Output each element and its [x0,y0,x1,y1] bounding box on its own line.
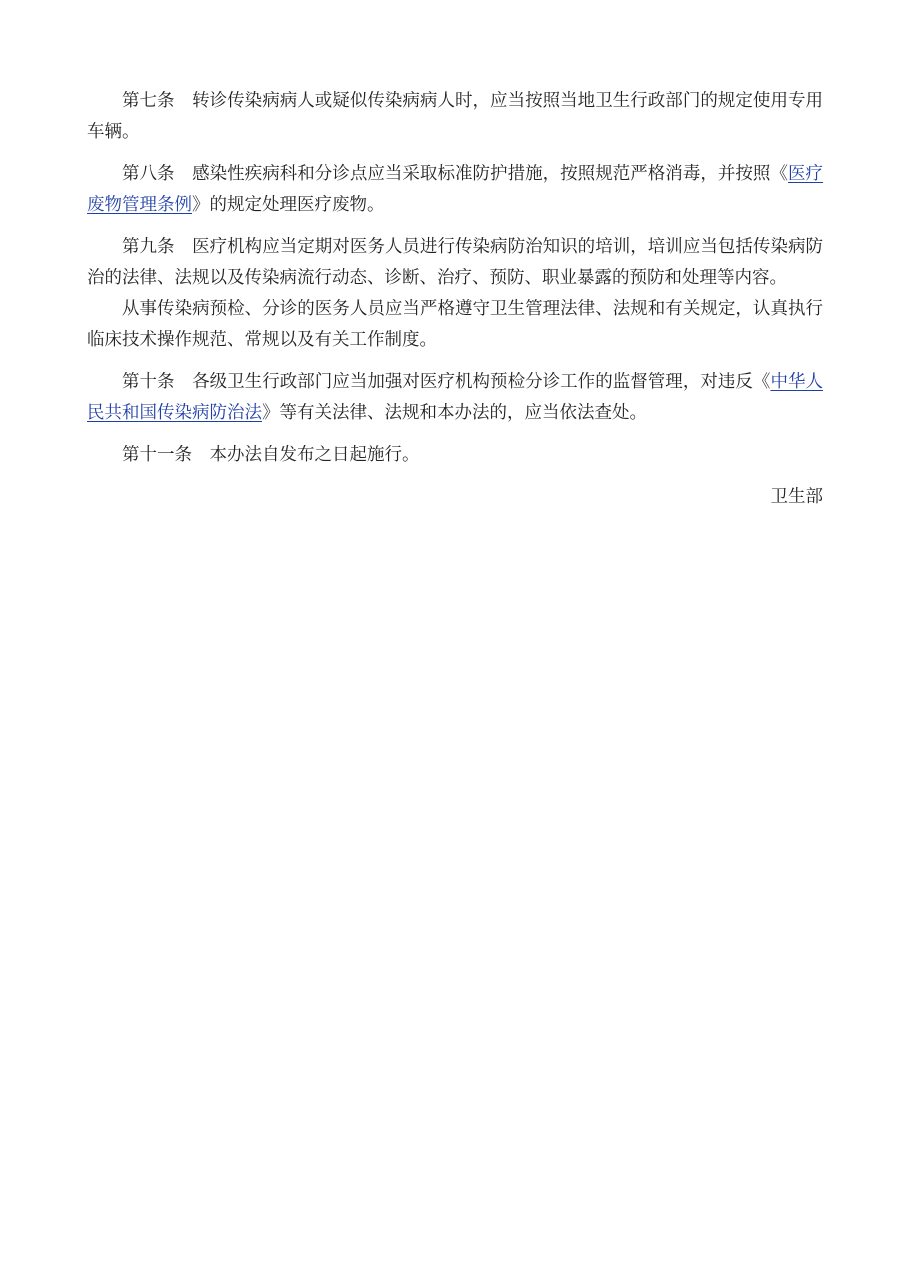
article-11-number: 第十一条 [122,445,192,465]
article-10 [87,367,823,429]
article-10-text-after: 》等有关法律、法规和本办法的，应当依法查处。 [262,403,647,423]
article-10-number: 第十条 [122,372,175,392]
article-8-number: 第八条 [122,164,175,184]
article-7-text: 转诊传染病病人或疑似传染病病人时，应当按照当地卫生行政部门的规定使用专用车辆。 [87,91,823,142]
article-9-paragraph-2: 从事传染病预检、分诊的医务人员应当严格遵守卫生管理法律、法规和有关规定，认真执行临床技术操作规范、常规以及有关工作制度。 [87,299,823,350]
article-9-text: 医疗机构应当定期对医务人员进行传染病防治知识的培训，培训应当包括传染病防治的法律、法规以及传染病流行动态、诊断、治疗、预防、职业暴露的预防和处理等内容。 [87,237,823,288]
article-11-text: 本办法自发布之日起施行。 [209,445,420,465]
document-body [87,86,823,513]
article-8 [87,159,823,221]
article-7-number: 第七条 [122,91,175,111]
article-9 [87,232,823,294]
article-8-text-after: 》的规定处理医疗废物。 [192,195,385,215]
article-8-text-before: 感染性疾病科和分诊点应当采取标准防护措施，按照规范严格消毒，并按照《 [192,164,788,184]
medical-waste-regulation-link[interactable]: 医疗废物管理条例 [87,164,824,215]
infectious-disease-law-link[interactable]: 中华人民共和国传染病防治法 [87,372,824,423]
article-9-number: 第九条 [122,237,175,257]
article-11 [87,440,823,471]
article-10-text-before: 各级卫生行政部门应当加强对医疗机构预检分诊工作的监督管理，对违反《 [192,372,771,392]
article-7 [87,86,823,148]
issuer-signature: 卫生部 [770,487,823,507]
